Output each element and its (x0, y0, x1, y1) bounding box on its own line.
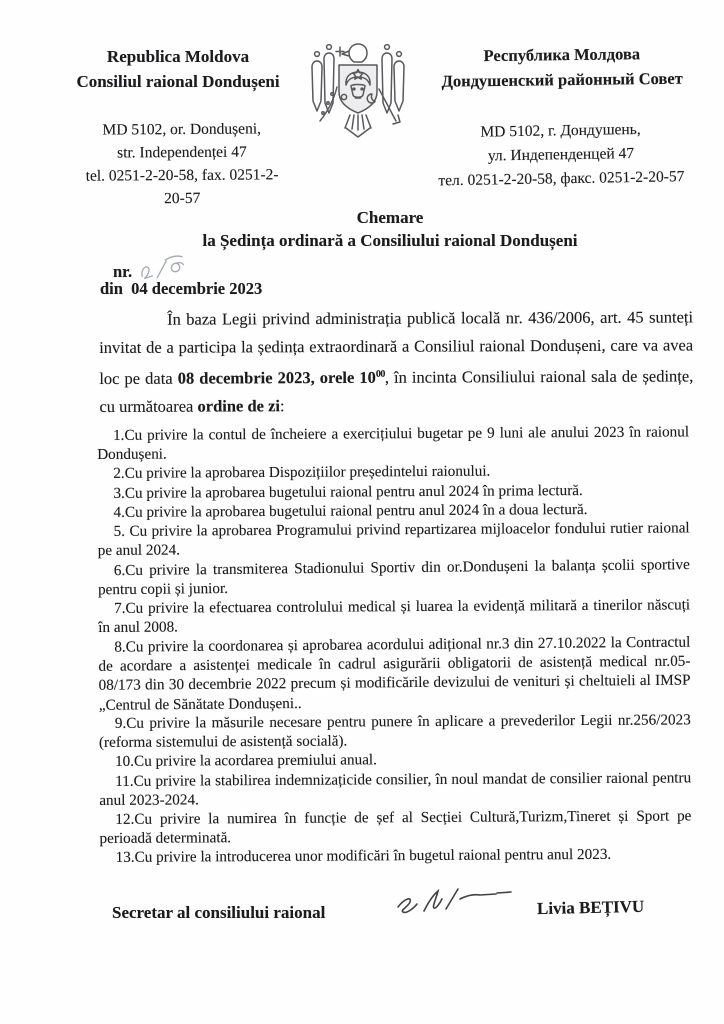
agenda-item-10: 10.Cu privire la acordarea premiului anual. (114, 751, 377, 771)
title-chemare: Chemare (356, 208, 424, 227)
agenda-item-12: 12.Cu privire la numirea în funcție de șef al Secției Cultură,Turizm,Tineret și Sport pe perioadă determinată. (99, 807, 692, 848)
address-ro (52, 117, 313, 211)
address-ru (404, 117, 717, 194)
org-name-ro (47, 44, 309, 94)
agenda-item-3: 3.Cu privire la aprobarea bugetului raional pentru anul 2024 în prima lectură. (113, 481, 583, 502)
document-title (90, 206, 690, 252)
signature-role: Secretar al consiliului raional (112, 903, 326, 922)
agenda-item-7: 7.Cu privire la efectuarea controlului medical și luarea la evidență militară a tinerilor născuți în anul 2008. (98, 596, 691, 637)
agenda-item-1: 1.Cu privire la contul de încheiere a exercițiului bugetar pe 9 luni ale anului 2023 în raionul Dondușeni. (97, 423, 690, 464)
intro-text-2: , în incinta Consiliului raional sala de ședințe, cu următoarea (99, 366, 694, 416)
agenda-item-2: 2.Cu privire la aprobarea Dispozițiilor președintelui raionului. (113, 463, 491, 483)
agenda-item-13: 13.Cu privire la introducerea unor modificări în bugetul raional pentru anul 2023. (115, 846, 612, 867)
address-ro-line: 20-57 (164, 189, 201, 208)
address-ru-line: MD 5102, г. Дондушень, (480, 120, 641, 141)
address-ru-line: тел. 0251-2-20-58, факс. 0251-2-20-57 (438, 168, 685, 190)
agenda-item-11: 11.Cu privire la stabilirea indemnizațicide consilier, în noul mandat de consilier raional pentru anul 2023-2024. (99, 769, 692, 809)
intro-text-1: În baza Legii privind administrația publică locală nr. 436/2006, art. 45 sunteți invitat de a participa la ședința extraordinară a Consiliul raional Dondușeni, care va avea loc pe data (99, 307, 694, 388)
intro-agenda-bold: ordine de zi (197, 396, 281, 416)
intro-date-bold (178, 368, 385, 388)
org-country-ro: Republica Moldova (106, 47, 250, 66)
handwritten-signature (394, 880, 518, 924)
agenda-list (97, 422, 692, 867)
agenda-item-5: 5. Cu privire la aprobarea Programului privind repartizarea mijloacelor fondului rutier raional pe anul 2024. (97, 519, 690, 560)
intro-paragraph (99, 303, 693, 421)
agenda-item-8: 8.Cu privire la coordonarea și aprobarea acordului adițional nr.3 din 27.10.2022 la Contractul de acordare a asistenței medicale în cadrul asigurării obligatorii de asistență medical nr.05-08/173 din 30 decembrie 2022 precum și modificările devizului de venituri și cheltuieli al IMSP „Centrul de Sănătate Dondușeni.. (98, 633, 691, 714)
org-council-ro: Consiliul raional Dondușeni (76, 72, 280, 91)
signature-name: Livia BEȚIVU (536, 896, 645, 919)
org-country-ru: Республика Молдова (483, 44, 641, 66)
agenda-item-4: 4.Cu privire la aprobarea bugetului raional pentru anul 2024 în a doua lectură. (113, 500, 588, 521)
org-name-ru (412, 40, 713, 94)
document-date-line: din 04 decembrie 2023 (100, 279, 263, 298)
title-subject: la Ședința ordinară a Consiliului raional Dondușeni (202, 231, 578, 250)
intro-superscript: 00 (375, 368, 385, 380)
agenda-item-6: 6.Cu privire la transmiterea Stadionului Sportiv din or.Dondușeni la balanța școlii sportive pentru copii și junior. (97, 556, 690, 599)
agenda-item-9: 9.Cu privire la măsurile necesare pentru punere în aplicare a prevederilor Legii nr.256/2023 (reforma sistemului de asistență socială). (98, 711, 691, 752)
address-ro-line: str. Independenței 47 (117, 143, 247, 162)
org-council-ru: Дондушенский районный Совет (441, 68, 683, 91)
address-ro-line: MD 5102, or. Dondușeni, (102, 120, 262, 139)
address-ru-line: ул. Индепенденцей 47 (487, 145, 635, 165)
nr-label: nr. (113, 262, 133, 281)
intro-datetime: 08 decembrie 2023, orele 10 (177, 367, 376, 388)
moldova-coat-of-arms-icon (302, 40, 414, 150)
address-ro-line: tel. 0251-2-20-58, fax. 0251-2- (85, 166, 279, 185)
intro-text-3: : (279, 396, 285, 416)
